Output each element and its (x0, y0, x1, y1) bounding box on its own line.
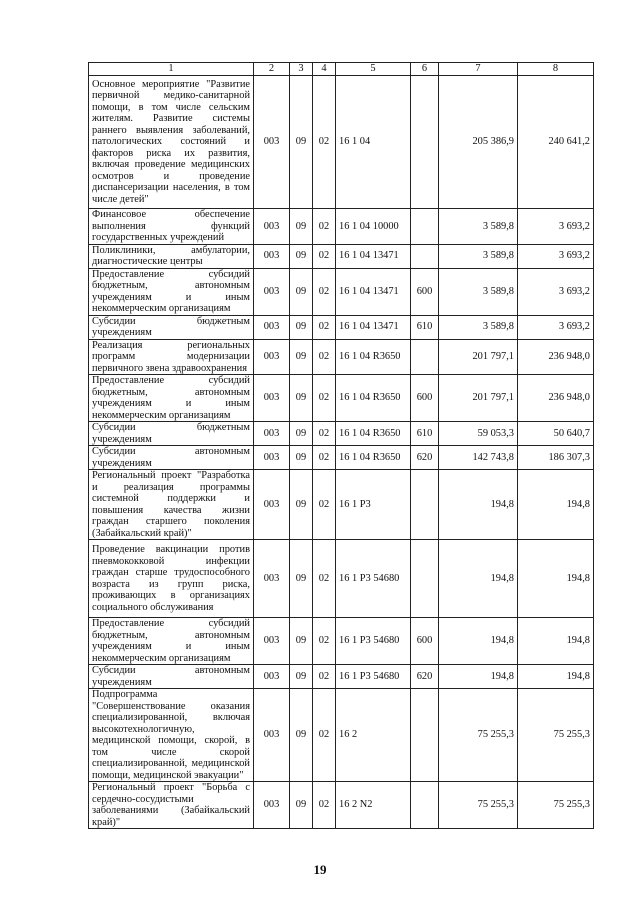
amount-year2-cell: 194,8 (518, 540, 594, 618)
section-code-cell: 09 (290, 782, 313, 829)
amount-year1-cell: 3 589,8 (439, 244, 518, 268)
target-article-cell: 16 1 P3 54680 (336, 665, 411, 689)
row-name-cell: Предоставление субсидий бюджетным, автономным учреждениям и иным некоммерческим организациям (89, 375, 254, 422)
amount-year1-cell: 59 053,3 (439, 422, 518, 446)
amount-year2-cell: 3 693,2 (518, 244, 594, 268)
expense-type-cell (411, 782, 439, 829)
column-header: 6 (411, 63, 439, 76)
column-header: 5 (336, 63, 411, 76)
expense-type-cell: 620 (411, 446, 439, 470)
amount-year1-cell: 194,8 (439, 540, 518, 618)
table-row (89, 446, 594, 470)
amount-year2-cell: 194,8 (518, 618, 594, 665)
row-name-cell: Финансовое обеспечение выполнения функций государственных учреждений (89, 209, 254, 245)
subsection-code-cell: 02 (313, 422, 336, 446)
target-article-cell: 16 1 04 R3650 (336, 339, 411, 375)
amount-year1-cell: 201 797,1 (439, 375, 518, 422)
target-article-cell: 16 1 04 R3650 (336, 446, 411, 470)
section-code-cell: 09 (290, 540, 313, 618)
column-header: 4 (313, 63, 336, 76)
section-code-cell: 09 (290, 244, 313, 268)
amount-year2-cell: 194,8 (518, 470, 594, 540)
ministry-code-cell: 003 (254, 540, 290, 618)
budget-table (88, 62, 594, 829)
expense-type-cell (411, 76, 439, 209)
table-row (89, 244, 594, 268)
amount-year2-cell: 75 255,3 (518, 782, 594, 829)
expense-type-cell: 610 (411, 315, 439, 339)
column-header: 8 (518, 63, 594, 76)
amount-year2-cell: 236 948,0 (518, 375, 594, 422)
target-article-cell: 16 1 P3 (336, 470, 411, 540)
amount-year2-cell: 3 693,2 (518, 268, 594, 315)
table-row (89, 782, 594, 829)
row-name-cell: Региональный проект "Борьба с сердечно-сосудистыми заболеваниями (Забайкальский край)" (89, 782, 254, 829)
subsection-code-cell: 02 (313, 446, 336, 470)
expense-type-cell (411, 540, 439, 618)
subsection-code-cell: 02 (313, 540, 336, 618)
table-row (89, 76, 594, 209)
amount-year1-cell: 75 255,3 (439, 782, 518, 829)
expense-type-cell (411, 209, 439, 245)
ministry-code-cell: 003 (254, 782, 290, 829)
table-row (89, 665, 594, 689)
subsection-code-cell: 02 (313, 244, 336, 268)
section-code-cell: 09 (290, 268, 313, 315)
subsection-code-cell: 02 (313, 268, 336, 315)
subsection-code-cell: 02 (313, 618, 336, 665)
target-article-cell: 16 2 (336, 689, 411, 782)
row-name-cell: Предоставление субсидий бюджетным, автономным учреждениям и иным некоммерческим организациям (89, 618, 254, 665)
row-name-cell: Субсидии автономным учреждениям (89, 446, 254, 470)
amount-year2-cell: 3 693,2 (518, 209, 594, 245)
target-article-cell: 16 1 04 R3650 (336, 422, 411, 446)
ministry-code-cell: 003 (254, 446, 290, 470)
amount-year1-cell: 142 743,8 (439, 446, 518, 470)
amount-year1-cell: 201 797,1 (439, 339, 518, 375)
expense-type-cell: 600 (411, 618, 439, 665)
ministry-code-cell: 003 (254, 244, 290, 268)
subsection-code-cell: 02 (313, 315, 336, 339)
target-article-cell: 16 1 04 10000 (336, 209, 411, 245)
section-code-cell: 09 (290, 446, 313, 470)
column-header: 2 (254, 63, 290, 76)
section-code-cell: 09 (290, 618, 313, 665)
table-row (89, 375, 594, 422)
page-number: 19 (313, 862, 327, 877)
subsection-code-cell: 02 (313, 76, 336, 209)
target-article-cell: 16 1 04 13471 (336, 268, 411, 315)
table-row (89, 315, 594, 339)
row-name-cell: Субсидии бюджетным учреждениям (89, 315, 254, 339)
table-row (89, 209, 594, 245)
table-row (89, 618, 594, 665)
ministry-code-cell: 003 (254, 665, 290, 689)
column-header: 7 (439, 63, 518, 76)
amount-year1-cell: 3 589,8 (439, 315, 518, 339)
amount-year1-cell: 205 386,9 (439, 76, 518, 209)
ministry-code-cell: 003 (254, 375, 290, 422)
expense-type-cell: 600 (411, 375, 439, 422)
row-name-cell: Поликлиники, амбулатории, диагностические центры (89, 244, 254, 268)
target-article-cell: 16 1 P3 54680 (336, 618, 411, 665)
target-article-cell: 16 2 N2 (336, 782, 411, 829)
expense-type-cell: 600 (411, 268, 439, 315)
section-code-cell: 09 (290, 76, 313, 209)
section-code-cell: 09 (290, 665, 313, 689)
section-code-cell: 09 (290, 375, 313, 422)
row-name-cell: Подпрограмма "Совершенствование оказания специализированной, включая высокотехнологичную, медицинской помощи, скорой, в том числе скорой специализированной, медицинской помощи, медицинской эвакуации" (89, 689, 254, 782)
target-article-cell: 16 1 P3 54680 (336, 540, 411, 618)
ministry-code-cell: 003 (254, 422, 290, 446)
subsection-code-cell: 02 (313, 470, 336, 540)
column-header: 3 (290, 63, 313, 76)
subsection-code-cell: 02 (313, 782, 336, 829)
row-name-cell: Проведение вакцинации против пневмококковой инфекции граждан старше трудоспособного возраста из групп риска, проживающих в организациях социального обслуживания (89, 540, 254, 618)
ministry-code-cell: 003 (254, 209, 290, 245)
amount-year2-cell: 194,8 (518, 665, 594, 689)
row-name-cell: Предоставление субсидий бюджетным, автономным учреждениям и иным некоммерческим организациям (89, 268, 254, 315)
ministry-code-cell: 003 (254, 339, 290, 375)
amount-year1-cell: 194,8 (439, 665, 518, 689)
expense-type-cell (411, 470, 439, 540)
table-header-row (89, 63, 594, 76)
row-name-cell: Субсидии бюджетным учреждениям (89, 422, 254, 446)
subsection-code-cell: 02 (313, 689, 336, 782)
target-article-cell: 16 1 04 (336, 76, 411, 209)
table-row (89, 689, 594, 782)
row-name-cell: Субсидии автономным учреждениям (89, 665, 254, 689)
amount-year1-cell: 194,8 (439, 470, 518, 540)
ministry-code-cell: 003 (254, 315, 290, 339)
table-row (89, 339, 594, 375)
table-row (89, 422, 594, 446)
amount-year1-cell: 75 255,3 (439, 689, 518, 782)
table-row (89, 268, 594, 315)
ministry-code-cell: 003 (254, 470, 290, 540)
expense-type-cell: 610 (411, 422, 439, 446)
amount-year2-cell: 236 948,0 (518, 339, 594, 375)
ministry-code-cell: 003 (254, 689, 290, 782)
amount-year2-cell: 50 640,7 (518, 422, 594, 446)
expense-type-cell (411, 689, 439, 782)
amount-year2-cell: 75 255,3 (518, 689, 594, 782)
amount-year1-cell: 194,8 (439, 618, 518, 665)
section-code-cell: 09 (290, 689, 313, 782)
amount-year2-cell: 240 641,2 (518, 76, 594, 209)
amount-year2-cell: 186 307,3 (518, 446, 594, 470)
ministry-code-cell: 003 (254, 268, 290, 315)
section-code-cell: 09 (290, 470, 313, 540)
ministry-code-cell: 003 (254, 618, 290, 665)
ministry-code-cell: 003 (254, 76, 290, 209)
column-header: 1 (89, 63, 254, 76)
section-code-cell: 09 (290, 209, 313, 245)
target-article-cell: 16 1 04 R3650 (336, 375, 411, 422)
amount-year1-cell: 3 589,8 (439, 209, 518, 245)
section-code-cell: 09 (290, 422, 313, 446)
section-code-cell: 09 (290, 315, 313, 339)
table-row (89, 470, 594, 540)
expense-type-cell (411, 244, 439, 268)
row-name-cell: Основное мероприятие "Развитие первичной медико-санитарной помощи, в том числе сельским жителям. Развитие системы раннего выявления заболеваний, патологических состояний и факторов риска их развития, включая проведение медицинских осмотров и проведение диспансеризации населения, в том числе детей" (89, 76, 254, 209)
section-code-cell: 09 (290, 339, 313, 375)
target-article-cell: 16 1 04 13471 (336, 315, 411, 339)
target-article-cell: 16 1 04 13471 (336, 244, 411, 268)
row-name-cell: Реализация региональных программ модернизации первичного звена здравоохранения (89, 339, 254, 375)
amount-year2-cell: 3 693,2 (518, 315, 594, 339)
subsection-code-cell: 02 (313, 209, 336, 245)
table-row (89, 540, 594, 618)
amount-year1-cell: 3 589,8 (439, 268, 518, 315)
subsection-code-cell: 02 (313, 665, 336, 689)
expense-type-cell: 620 (411, 665, 439, 689)
subsection-code-cell: 02 (313, 375, 336, 422)
expense-type-cell (411, 339, 439, 375)
row-name-cell: Региональный проект "Разработка и реализация программы системной поддержки и повышения качества жизни граждан старшего поколения (Забайкальский край)" (89, 470, 254, 540)
subsection-code-cell: 02 (313, 339, 336, 375)
